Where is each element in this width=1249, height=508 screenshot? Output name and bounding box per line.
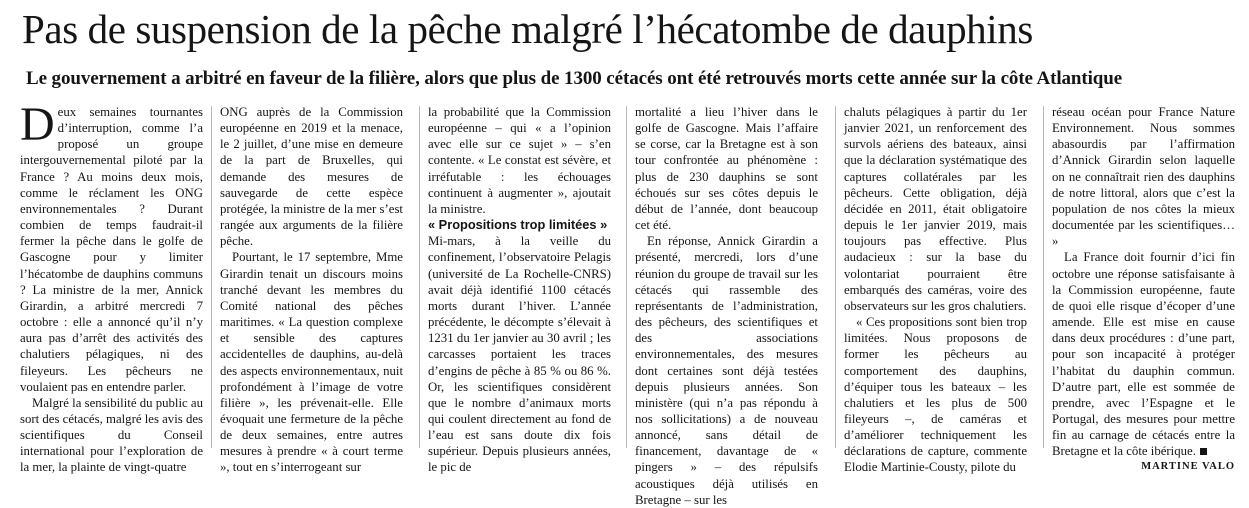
- column-divider: [211, 106, 212, 448]
- paragraph: mortalité a lieu l’hiver dans le golfe de Gascogne. Mais l’affaire se corse, car la Bretagne est à son tour confrontée au phénomène : plus de 230 dauphins se sont échoués sur ses côtes depuis le début de l’année, dont beaucoup cet été.: [635, 105, 818, 233]
- paragraph: « Ces propositions sont bien trop limitées. Nous proposons de former les pêcheurs au comportement des dauphins, d’équiper tous les bateaux – les chalutiers et les plus de 500 fileyeurs –, de caméras et d’améliorer techniquement les déclarations de capture, commente Elodie Martinie-Cousty, pilote du: [844, 315, 1027, 475]
- column-divider: [419, 106, 420, 448]
- paragraph: eux semaines tournantes d’interruption, comme l’a proposé un groupe intergouvernemental piloté par la France ? Au moins deux mois, comme le réclament les ONG environnementales ? Durant combien de temps faudrait-il fermer la pêche dans le golfe de Gascogne pour y limiter l’hécatombe de dauphins communs ? La ministre de la mer, Annick Girardin, a arbitré mercredi 7 octobre : elle a annoncé qu’il n’y aura pas d’arrêt des activités des chalutiers pélagiques, ni des fileyeurs. Les pêcheurs ne voulaient pas en entendre parler.: [20, 105, 203, 394]
- crosshead: « Propositions trop limitées »: [428, 217, 608, 233]
- paragraph: réseau océan pour France Nature Environnement. Nous sommes abasourdis par l’affirmation d’Annick Girardin selon laquelle on ne connaîtrait rien des dauphins de notre littoral, alors que c’est la population de nos côtes la mieux documentée par les scientifiques… »: [1052, 105, 1235, 249]
- paragraph: Malgré la sensibilité du public au sort des cétacés, malgré les avis des scientifiques du Conseil international pour l’exploration de la mer, la plainte de vingt-quatre: [20, 395, 203, 475]
- article-body: [20, 98, 1245, 507]
- column-2: [220, 104, 403, 475]
- paragraph-text: La France doit fournir d’ici fin octobre une réponse satisfaisante à la Commission européenne, faute de quoi elle risque d’écoper d’une amende. Elle est mise en cause dans deux procédures : d’une part, pour son incapacité à protéger l’habitat du dauphin commun. D’autre part, elle est sommée de prendre, avec l’Espagne et le Portugal, des mesures pour mettre fin au carnage de cétacés entre la Bretagne et la côte ibérique.: [1052, 250, 1235, 459]
- paragraph: Pourtant, le 17 septembre, Mme Girardin tenait un discours moins tranché devant les membres du Comité national des pêches maritimes. « La question complexe et sensible des captures accidentelles de dauphins, au-delà des aspects environnementaux, nuit profondément à l’image de votre filière », les prévenait-elle. Elle évoquait une fermeture de la pêche de deux semaines, entre autres mesures à prendre « à court terme », tout en s’interrogeant sur: [220, 250, 403, 475]
- column-divider: [1043, 106, 1044, 448]
- column-3: [428, 104, 611, 475]
- byline: MARTINE VALO: [1141, 461, 1235, 473]
- headline: Pas de suspension de la pêche malgré l’hécatombe de dauphins: [22, 6, 1033, 52]
- paragraph: En réponse, Annick Girardin a présenté, mercredi, lors d’une réunion du groupe de travail sur les cétacés qui rassemble des représentants de l’administration, des pêcheurs, des scientifiques et des associations environnementales, des mesures dont certaines sont déjà testées depuis plusieurs années. Son ministère (qui n’a pas répondu à nos sollicitations) a de nouveau annoncé, sans détail de financement, davantage de « pingers » – des répulsifs acoustiques déjà utilisés en Bretagne – sur les: [635, 234, 818, 507]
- end-mark-icon: [1200, 448, 1207, 455]
- column-divider: [835, 106, 836, 448]
- column-divider: [626, 106, 627, 448]
- column-4: [635, 104, 818, 507]
- paragraph: [1052, 249, 1235, 459]
- column-6: [1052, 104, 1235, 473]
- drop-cap: D: [20, 98, 55, 151]
- paragraph: ONG auprès de la Commission européenne en 2019 et la menace, le 2 juillet, d’une mise en demeure de la part de Bruxelles, qui demande des mesures de sauvegarde de cette espèce protégée, la ministre de la mer s’est rangée aux arguments de la filière pêche.: [220, 105, 403, 249]
- paragraph: Mi-mars, à la veille du confinement, l’observatoire Pelagis (université de La Rochelle-CNRS) avait déjà identifié 1100 cétacés morts durant l’hiver. L’année précédente, le décompte s’élevait à 1231 du 1er janvier au 30 avril ; les carcasses portaient les traces d’engins de pêche à 85 % ou 86 %. Or, les scientifiques considèrent que le nombre d’animaux morts qui coulent directement au fond de l’eau est sans doute dix fois supérieur. Depuis plusieurs années, le pic de: [428, 234, 611, 475]
- column-1: [20, 98, 203, 475]
- paragraph: chaluts pélagiques à partir du 1er janvier 2021, un renforcement des survols aériens des bateaux, ainsi que la déclaration systématique des captures collatérales par les pêcheurs. Cette obligation, déjà décidée en 2011, était obligatoire depuis le 1er janvier 2019, mais toujours pas effective. Plus audacieux : sur la base du volontariat pourraient être embarqués des caméras, voire des observateurs sur les gros chalutiers.: [844, 105, 1027, 313]
- column-5: [844, 104, 1027, 475]
- paragraph: la probabilité que la Commission européenne – qui « a l’opinion avec elle sur ce sujet » – s’en contente. « Le constat est sévère, et irréfutable : les échouages continuent à augmenter », ajoutait la ministre.: [428, 105, 611, 216]
- subheadline: Le gouvernement a arbitré en faveur de la filière, alors que plus de 1300 cétacés ont été retrouvés morts cette année sur la côte Atlantique: [26, 68, 1123, 89]
